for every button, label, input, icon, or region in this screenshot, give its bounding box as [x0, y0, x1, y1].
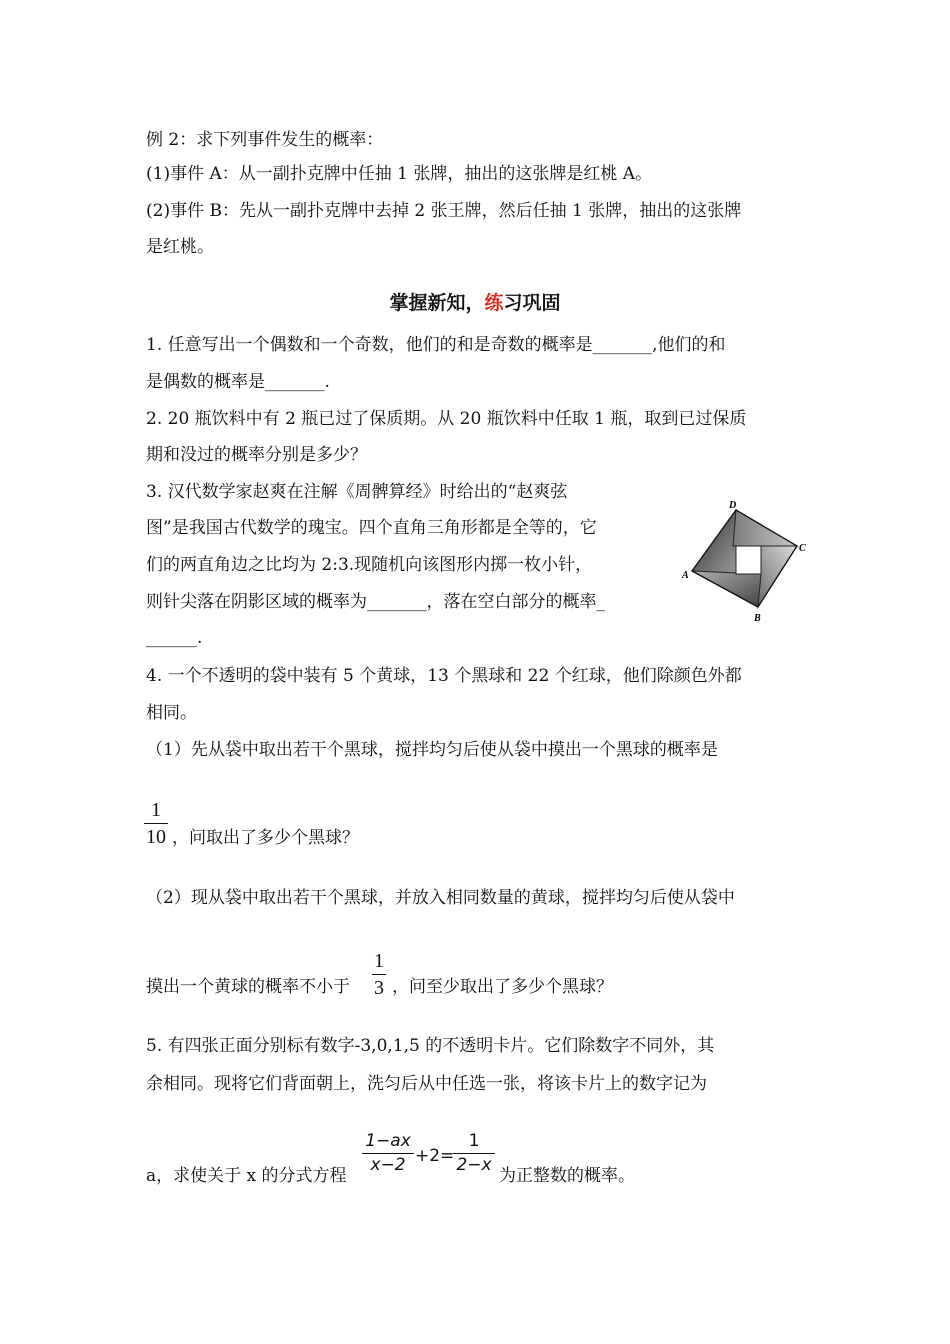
zhao-shuang-figure — [676, 497, 816, 627]
q4-part2-line1: （2）现从袋中取出若干个黑球，并放入相同数量的黄球，搅拌均匀后使从袋中 — [146, 888, 735, 908]
q5-line1: 5. 有四张正面分别标有数字-3,0,1,5 的不透明卡片。它们除数字不同外，其 — [146, 1036, 715, 1056]
q5-line2: 余相同。现将它们背面朝上，洗匀后从中任选一张，将该卡片上的数字记为 — [146, 1074, 707, 1094]
q4-part2-line2-a: 摸出一个黄球的概率不小于 — [146, 977, 350, 997]
q2-line2: 期和没过的概率分别是多少？ — [146, 445, 367, 465]
label-d: D — [729, 500, 737, 511]
example2-title: 例 2：求下列事件发生的概率： — [146, 130, 384, 150]
q2-line1: 2. 20 瓶饮料中有 2 瓶已过了保质期。从 20 瓶饮料中任取 1 瓶，取到已过保质 — [146, 409, 747, 429]
example2-part1: (1)事件 A：从一副扑克牌中任抽 1 张牌，抽出的这张牌是红桃 A。 — [146, 164, 653, 184]
q4-part1-line1: （1）先从袋中取出若干个黑球，搅拌均匀后使从袋中摸出一个黑球的概率是 — [146, 740, 718, 760]
q3-line3: 们的两直角边之比均为 2:3.现随机向该图形内掷一枚小针， — [146, 555, 593, 575]
q1-line2: 是偶数的概率是_______. — [146, 372, 330, 392]
q4-part2-line2-b: ，问至少取出了多少个黑球？ — [392, 977, 613, 997]
eq-rhs-fraction: 1 2−x — [453, 1133, 495, 1174]
center-square — [736, 546, 761, 574]
example2-part2-line2: 是红桃。 — [146, 237, 214, 257]
q3-line1: 3. 汉代数学家赵爽在注解《周髀算经》时给出的“赵爽弦 — [146, 482, 568, 502]
q4-line2: 相同。 — [146, 703, 197, 723]
label-b: B — [754, 613, 761, 624]
q4-fraction-1-3: 1 3 — [374, 950, 384, 999]
eq-middle: +2= — [415, 1146, 455, 1166]
q4-line1: 4. 一个不透明的袋中装有 5 个黄球，13 个黑球和 22 个红球，他们除颜色外都 — [146, 666, 742, 686]
q4-part1-line2: ，问取出了多少个黑球？ — [172, 828, 359, 848]
q5-line3-a: a，求使关于 x 的分式方程 — [146, 1166, 347, 1186]
q4-fraction-1-10: 1 10 — [146, 799, 166, 848]
q3-line4: 则针尖落在阴影区域的概率为_______，落在空白部分的概率_ — [146, 592, 605, 612]
heading-red-char: 练 — [484, 292, 504, 314]
label-c: C — [799, 543, 806, 554]
q3-line5: ______. — [146, 628, 203, 648]
q1-line1: 1. 任意写出一个偶数和一个奇数，他们的和是奇数的概率是_______,他们的和 — [146, 335, 726, 355]
q3-line2: 图”是我国古代数学的瑰宝。四个直角三角形都是全等的，它 — [146, 518, 597, 538]
section-heading: 掌握新知，练习巩固 — [389, 292, 561, 314]
eq-lhs-fraction: 1−ax x−2 — [362, 1133, 414, 1174]
example2-part2-line1: (2)事件 B：先从一副扑克牌中去掉 2 张王牌，然后任抽 1 张牌，抽出的这张牌 — [146, 201, 742, 221]
q5-line3-b: 为正整数的概率。 — [499, 1166, 635, 1186]
label-a: A — [682, 570, 689, 581]
